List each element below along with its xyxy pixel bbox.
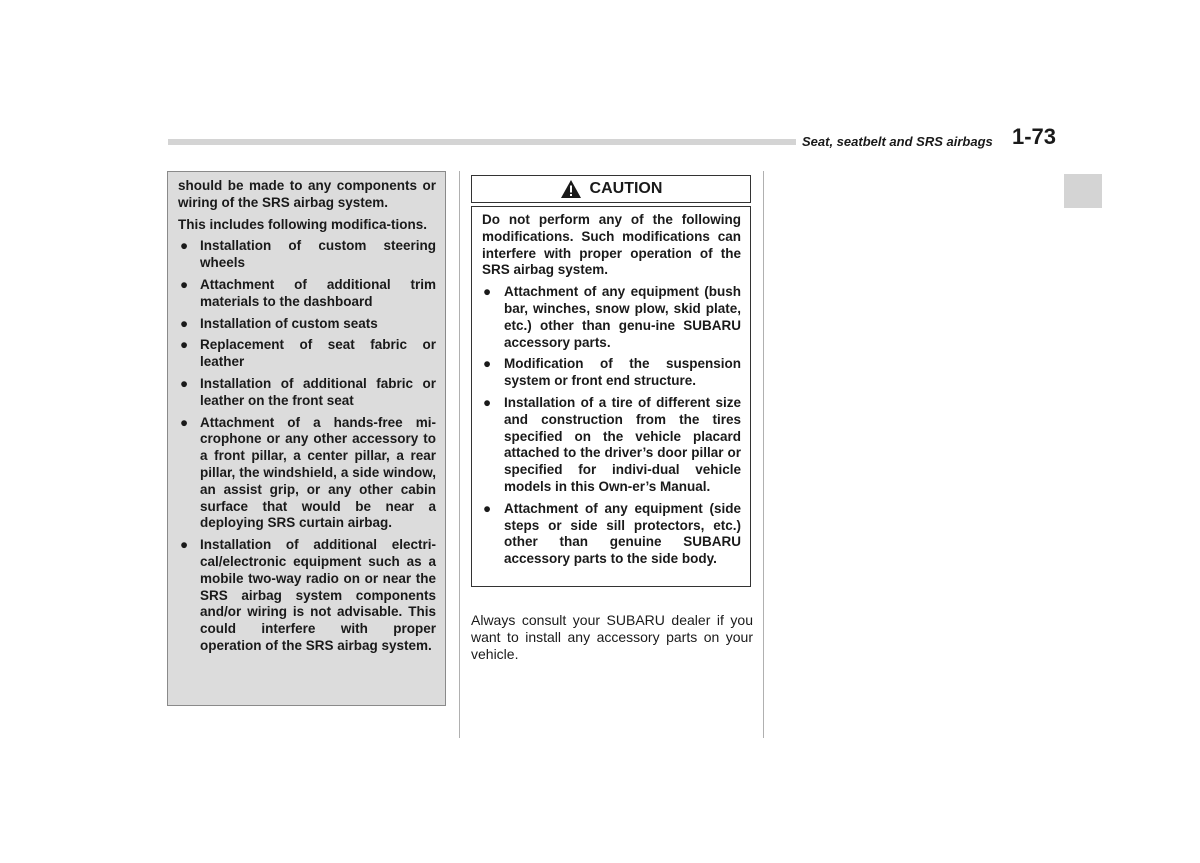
header-rule bbox=[168, 139, 796, 145]
caution-box bbox=[471, 206, 751, 587]
bullet-icon: ● bbox=[180, 238, 189, 254]
caution-list bbox=[482, 284, 741, 568]
column-divider-left bbox=[459, 171, 460, 738]
bullet-icon: ● bbox=[180, 276, 189, 292]
list-item: ● Installation of additional fabric or leather on the front seat bbox=[180, 375, 436, 408]
bullet-icon: ● bbox=[180, 537, 189, 553]
list-item: ● Attachment of additional trim materials to the dashboard bbox=[180, 276, 436, 309]
bullet-icon: ● bbox=[180, 315, 189, 331]
chapter-thumb-tab bbox=[1064, 174, 1102, 208]
bullet-icon: ● bbox=[483, 284, 492, 300]
caution-header bbox=[471, 175, 751, 203]
bullet-icon: ● bbox=[180, 414, 189, 430]
page-number: 1-73 bbox=[1012, 124, 1057, 149]
list-item: ● Attachment of any equipment (side steps or side sill protectors, etc.) other than genuine SUBARU accessory parts to the side body. bbox=[483, 500, 741, 567]
list-item: ● Replacement of seat fabric or leather bbox=[180, 337, 436, 370]
bullet-icon: ● bbox=[483, 394, 492, 410]
section-title: Seat, seatbelt and SRS airbags bbox=[802, 134, 993, 149]
caution-title: CAUTION bbox=[589, 180, 663, 197]
modifications-notice-box bbox=[167, 171, 446, 706]
bullet-icon: ● bbox=[483, 500, 492, 516]
caution-intro: Do not perform any of the following modifications. Such modifications can interfere with proper operation of the SRS airbag system. bbox=[482, 212, 741, 278]
notice-paragraph: should be made to any components or wiring of the SRS airbag system. bbox=[178, 178, 436, 210]
notice-paragraph: This includes following modifica-tions. bbox=[178, 216, 428, 232]
list-item: ● Installation of a tire of different size and construction from the tires specified on the vehicle placard attached to the driver’s door pillar or specified for indivi-dual vehicle models in this Own-er’s Manual. bbox=[483, 394, 741, 494]
bullet-icon: ● bbox=[180, 375, 189, 391]
list-item: ● Modification of the suspension system or front end structure. bbox=[483, 356, 741, 389]
dealer-advice-paragraph: Always consult your SUBARU dealer if you want to install any accessory parts on your vehicle. bbox=[471, 612, 753, 662]
modifications-list bbox=[178, 238, 436, 654]
warning-triangle-icon bbox=[560, 179, 582, 199]
list-item: ● Attachment of any equipment (bush bar, winches, snow plow, skid plate, etc.) other than genu-ine SUBARU accessory parts. bbox=[483, 284, 741, 350]
list-item: ● Installation of custom seats bbox=[180, 315, 378, 331]
column-divider-right bbox=[763, 171, 764, 738]
list-item: ● Attachment of a hands-free mi-crophone or any other accessory to a front pillar, a center pillar, a rear pillar, the windshield, a side window, an assist grip, or any other cabin surface that would be near a deploying SRS curtain airbag. bbox=[180, 414, 436, 531]
bullet-icon: ● bbox=[483, 356, 492, 372]
list-item: ● Installation of custom steering wheels bbox=[180, 238, 436, 271]
list-item: ● Installation of additional electri-cal/electronic equipment such as a mobile two-way radio on or near the SRS airbag system components and/or wiring is not advisable. This could interfere with proper operation of the SRS airbag system. bbox=[180, 537, 436, 653]
bullet-icon: ● bbox=[180, 337, 189, 353]
